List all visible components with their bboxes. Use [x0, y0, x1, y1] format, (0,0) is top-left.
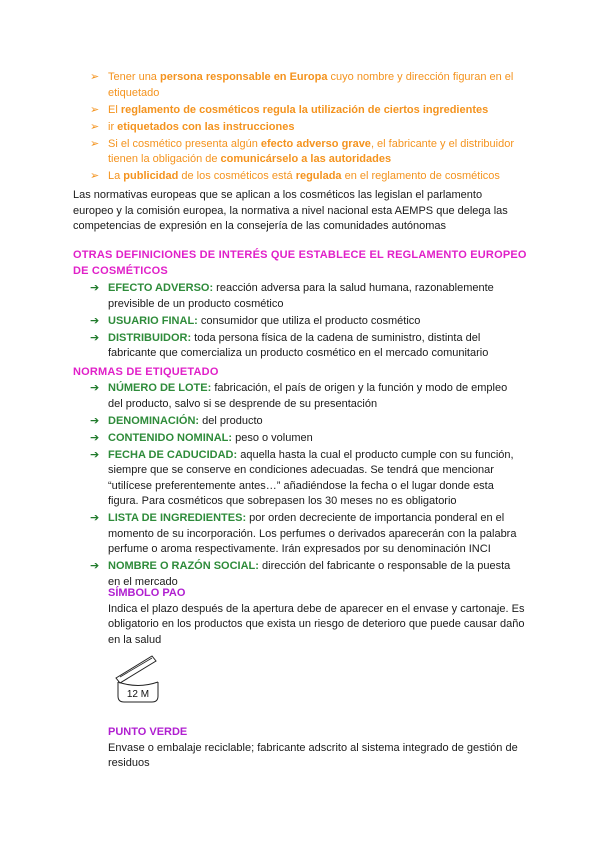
bullet-icon: ➢	[90, 71, 100, 83]
list-item: ➢ ir etiquetados con las instrucciones	[90, 120, 530, 136]
labeling-list	[90, 381, 520, 592]
list-item: ➔ DISTRIBUIDOR: toda persona física de la cadena de suministro, distinta del fabricante que comercializa un producto cosmético en el mercado comunitario	[90, 331, 489, 359]
list-item: ➔ CONTENIDO NOMINAL: peso o volumen	[90, 431, 520, 447]
arrow-icon: ➔	[90, 414, 100, 427]
pao-jar-icon	[112, 652, 162, 704]
list-item: ➔ FECHA DE CADUCIDAD: aquella hasta la cual el producto cumple con su función, siempre que se conserve en condiciones adecuadas. Se tendrá que mencionar “utilícese preferentemente antes…” añadiéndose la fecha o el lugar donde esta figura. Para cosméticos que sobrepasen los 30 meses no es obligatorio	[90, 448, 514, 507]
arrow-icon: ➔	[90, 282, 100, 294]
arrow-icon: ➔	[90, 382, 100, 394]
punto-verde-heading: PUNTO VERDE	[108, 726, 188, 738]
pao-text: Indica el plazo después de la apertura debe de aparecer en el envase y cartonaje. Es obligatorio en los productos que exista un riesgo de deterioro que puede causar daño en la salud	[108, 602, 525, 646]
list-item: ➔ EFECTO ADVERSO: reacción adversa para la salud humana, razonablemente previsible de un producto cosmético	[90, 282, 494, 310]
pao-section	[108, 586, 528, 648]
list-item: ➢ Si el cosmético presenta algún efecto adverso grave, el fabricante y el distribuidor tienen la obligación de comunicárselo a las autoridades	[90, 137, 515, 165]
intro-paragraph: Las normativas europeas que se aplican a los cosméticos las legislan el parlamento europeo y la comisión europea, la normativa a nivel nacional esta AEMPS que delega las competencias de expresión en la consejería de las comunidades autónomas	[73, 189, 508, 232]
list-item: ➔ NOMBRE O RAZÓN SOCIAL: dirección del fabricante o responsable de la puesta en el mercado	[90, 560, 511, 588]
arrow-icon: ➔	[90, 431, 100, 444]
arrow-icon: ➔	[90, 512, 100, 524]
bullet-icon: ➢	[90, 137, 100, 150]
list-item: ➔ LISTA DE INGREDIENTES: por orden decreciente de importancia ponderal en el momento de su incorporación. Los perfumes o derivados aparecerán con la palabra perfume o aroma respectivamente. Irán expresados por su denominación INCI	[90, 512, 517, 555]
list-item: ➔ NÚMERO DE LOTE: fabricación, el país de origen y la función y modo de empleo del producto, salvo si se desprende de su presentación	[90, 382, 508, 410]
arrow-icon: ➔	[90, 448, 100, 461]
list-item: ➢ La publicidad de los cosméticos está regulada en el reglamento de cosméticos	[90, 169, 530, 185]
bullet-icon: ➢	[90, 103, 100, 116]
list-item: ➔ USUARIO FINAL: consumidor que utiliza el producto cosmético	[90, 314, 520, 330]
punto-verde-text: Envase o embalaje reciclable; fabricante adscrito al sistema integrado de gestión de residuos	[108, 741, 518, 769]
bullet-icon: ➢	[90, 170, 100, 182]
section-heading-definiciones: OTRAS DEFINICIONES DE INTERÉS QUE ESTABLECE EL REGLAMENTO EUROPEO DE COSMÉTICOS	[73, 249, 527, 277]
pao-heading: SÍMBOLO PAO	[108, 587, 186, 599]
list-item: ➢ El reglamento de cosméticos regula la utilización de ciertos ingredientes	[90, 103, 530, 119]
bullet-icon: ➢	[90, 120, 100, 133]
punto-verde-section	[108, 725, 528, 772]
section-heading-etiquetado: NORMAS DE ETIQUETADO	[73, 366, 219, 378]
list-item: ➔ DENOMINACIÓN: del producto	[90, 414, 520, 430]
arrow-icon: ➔	[90, 331, 100, 344]
orange-bullet-list	[90, 70, 530, 186]
list-item: ➢ Tener una persona responsable en Europa cuyo nombre y dirección figuran en el etiquetado	[90, 71, 514, 99]
pao-label: 12 M	[126, 689, 150, 700]
arrow-icon: ➔	[90, 314, 100, 327]
arrow-icon: ➔	[90, 560, 100, 572]
definitions-list	[90, 281, 520, 363]
